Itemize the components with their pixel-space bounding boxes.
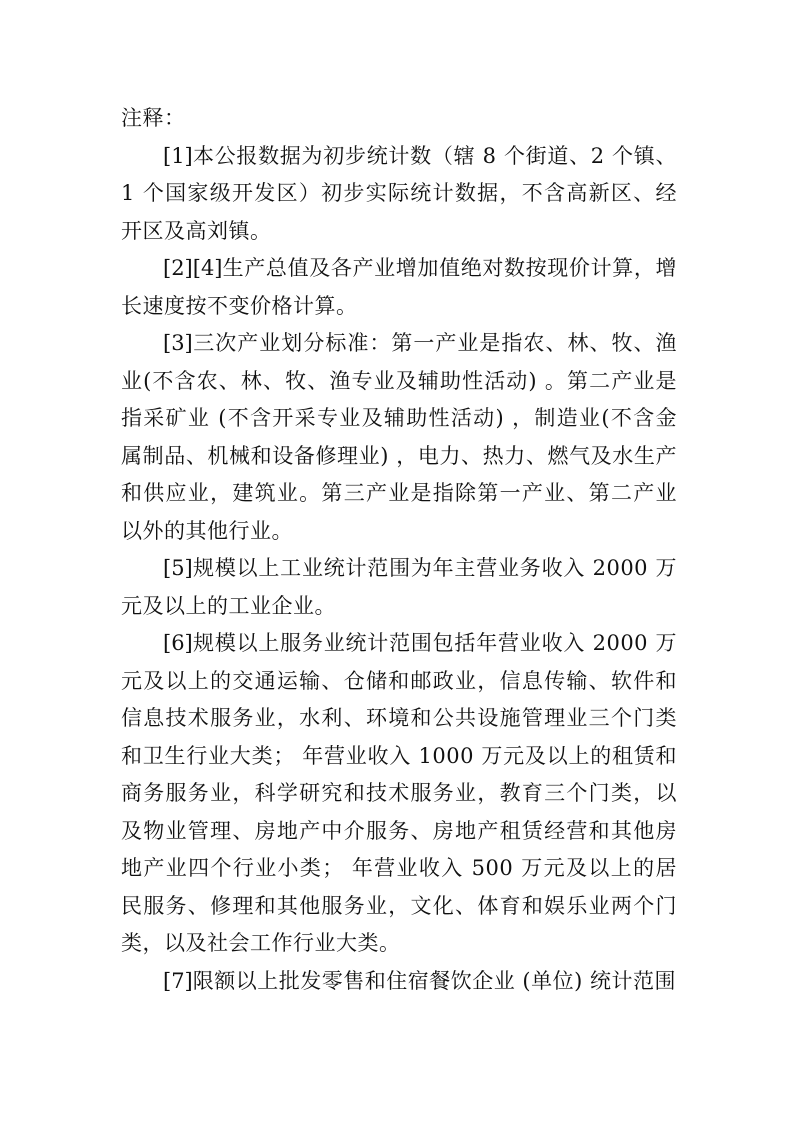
- note-5: [121, 550, 677, 625]
- note-1-text: 本公报数据为初步统计数（辖 8 个街道、2 个镇、1 个国家级开发区）初步实际统计数据，不含高新区、经开区及高刘镇。: [121, 143, 677, 243]
- note-7: [121, 963, 677, 1001]
- note-6: [121, 625, 677, 963]
- note-3-ref: [3]: [163, 331, 193, 355]
- note-5-text: 规模以上工业统计范围为年主营业务收入 2000 万元及以上的工业企业。: [121, 556, 677, 618]
- note-7-ref: [7]: [163, 968, 193, 993]
- note-2-4: [121, 250, 677, 325]
- notes-heading: 注释：: [121, 106, 186, 130]
- notes-section: [121, 100, 677, 1000]
- note-6-ref: [6]: [163, 631, 193, 655]
- note-6-text: 规模以上服务业统计范围包括年营业收入 2000 万元及以上的交通运输、仓储和邮政业，信息传输、软件和信息技术服务业，水利、环境和公共设施管理业三个门类和卫生行业大类； 年营业收入 1000 万元及以上的租赁和商务服务业，科学研究和技术服务业，教育三个门类，以及物业管理、房地产中介服务、房地产租赁经营和其他房地产业四个行业小类； 年营业收入 500 万元及以上的居民服务、修理和其他服务业，文化、体育和娱乐业两个门类，以及社会工作行业大类。: [121, 631, 677, 955]
- note-7-text: 限额以上批发零售和住宿餐饮企业 (单位) 统计范围: [192, 968, 676, 993]
- note-2-4-text: 生产总值及各产业增加值绝对数按现价计算，增长速度按不变价格计算。: [121, 256, 677, 318]
- note-1-ref: [1]: [163, 143, 193, 168]
- note-3-text: 三次产业划分标准：第一产业是指农、林、牧、渔业(不含农、林、牧、渔专业及辅助性活动) 。第二产业是指采矿业 (不含开采专业及辅助性活动) ，制造业(不含金属制品、机械和设备修理业) ，电力、热力、燃气及水生产和供应业，建筑业。第三产业是指除第一产业、第二产业以外的其他行业。: [121, 331, 677, 543]
- note-1: [121, 138, 677, 251]
- note-2-4-ref: [2][4]: [163, 256, 223, 280]
- note-5-ref: [5]: [163, 556, 193, 580]
- note-3: [121, 325, 677, 550]
